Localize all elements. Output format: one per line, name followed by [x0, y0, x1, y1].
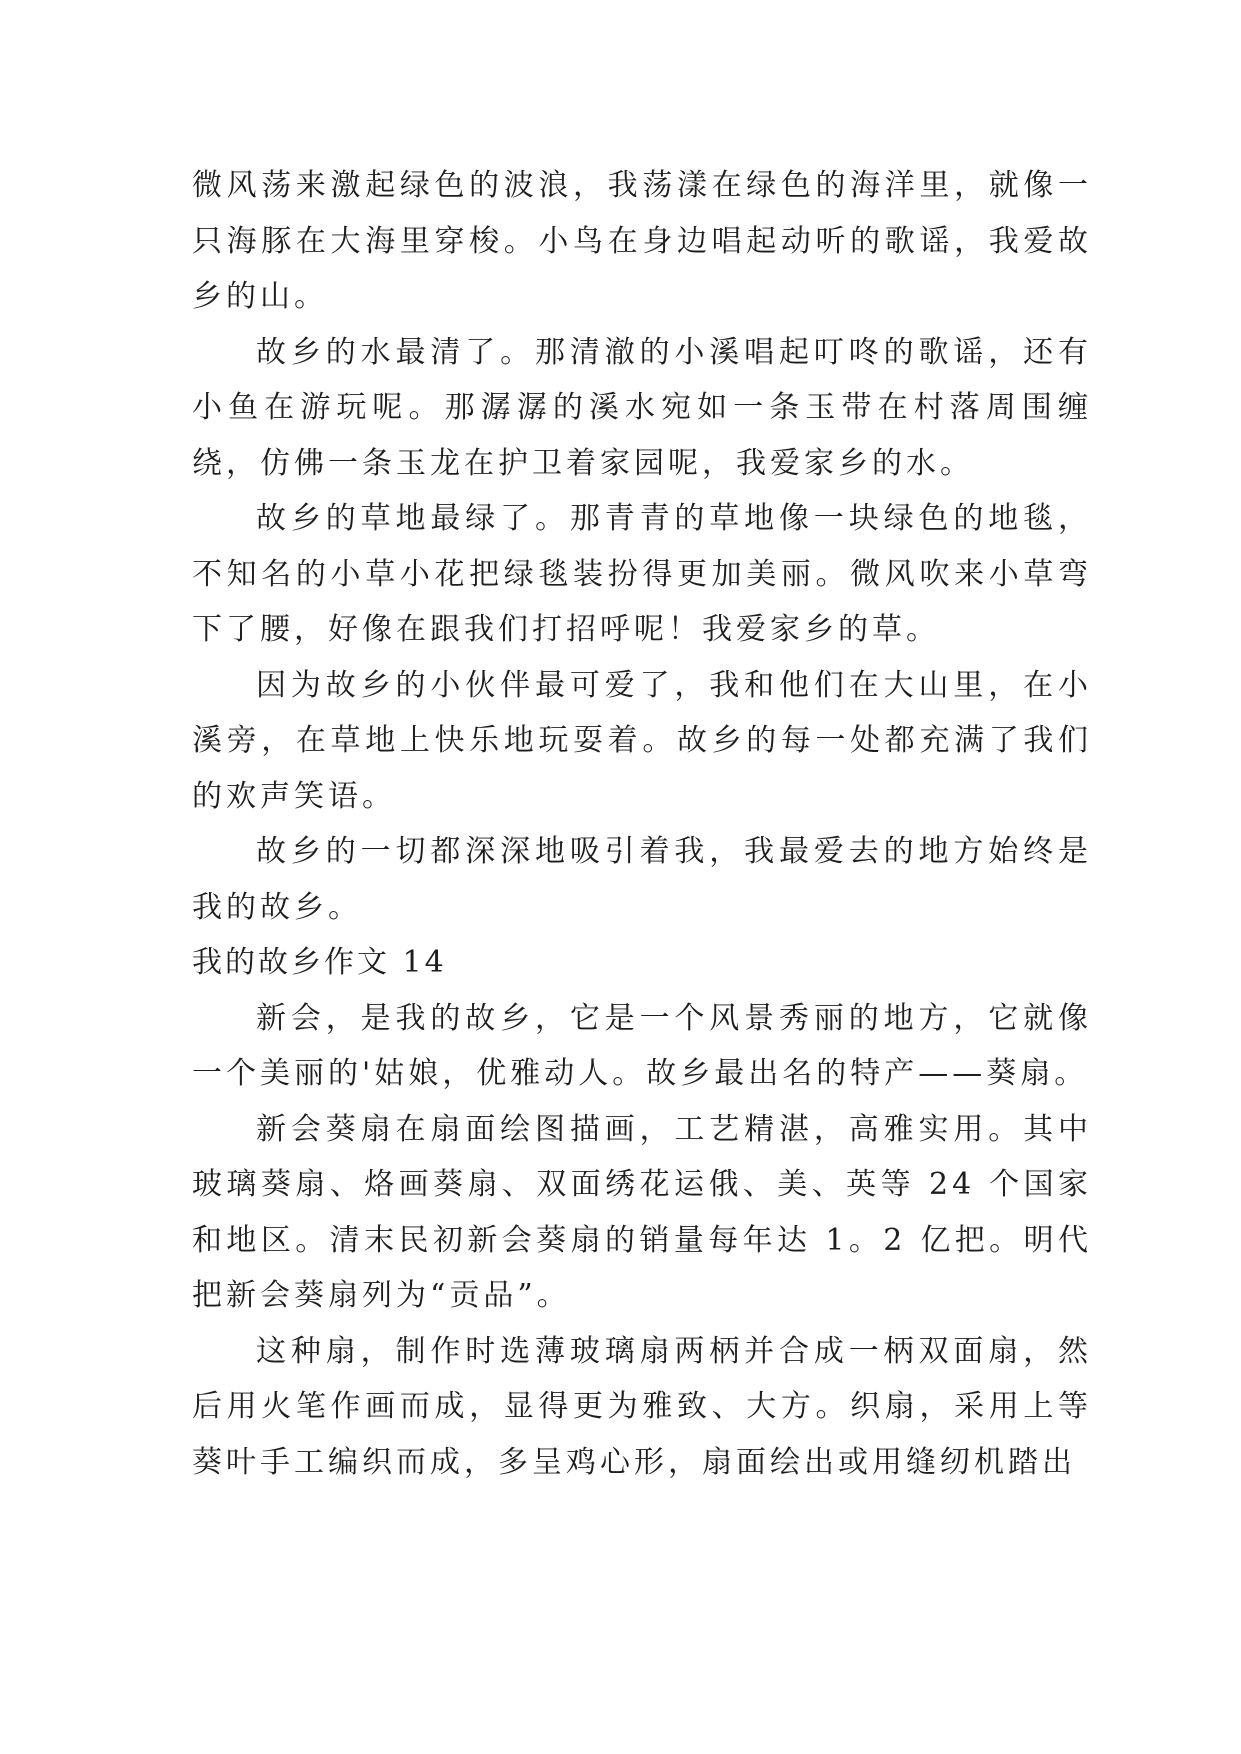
- paragraph-xinhui: 新会，是我的故乡，它是一个风景秀丽的地方，它就像一个美丽的'姑娘，优雅动人。故乡最出名的特产——葵扇。: [192, 1000, 1092, 1091]
- document-body: [192, 158, 1092, 1490]
- paragraph-mountain: 微风荡来激起绿色的波浪，我荡漾在绿色的海洋里，就像一只海豚在大海里穿梭。小鸟在身边唱起动听的歌谣，我爱故乡的山。: [192, 168, 1092, 314]
- paragraph-conclusion: 故乡的一切都深深地吸引着我，我最爱去的地方始终是我的故乡。: [192, 834, 1092, 925]
- paragraph-friends: 因为故乡的小伙伴最可爱了，我和他们在大山里，在小溪旁，在草地上快乐地玩耍着。故乡的每一处都充满了我们的欢声笑语。: [192, 667, 1092, 814]
- paragraph-fan-making: 这种扇，制作时选薄玻璃扇两柄并合成一柄双面扇，然后用火笔作画而成，显得更为雅致、大方。织扇，采用上等葵叶手工编织而成，多呈鸡心形，扇面绘出或用缝纫机踏出: [192, 1333, 1092, 1480]
- section-heading: 我的故乡作文 14: [192, 945, 447, 980]
- paragraph-water: 故乡的水最清了。那清澈的小溪唱起叮咚的歌谣，还有小鱼在游玩呢。那潺潺的溪水宛如一条玉带在村落周围缠绕，仿佛一条玉龙在护卫着家园呢，我爱家乡的水。: [192, 334, 1092, 481]
- paragraph-fan-craft: 新会葵扇在扇面绘图描画，工艺精湛，高雅实用。其中玻璃葵扇、烙画葵扇、双面绣花运俄、美、英等 24 个国家和地区。清末民初新会葵扇的销量每年达 1。2 亿把。明代把新会葵扇列为“贡品”。: [192, 1111, 1092, 1313]
- paragraph-grass: 故乡的草地最绿了。那青青的草地像一块绿色的地毯，不知名的小草小花把绿毯装扮得更加美丽。微风吹来小草弯下了腰，好像在跟我们打招呼呢！我爱家乡的草。: [192, 501, 1092, 647]
